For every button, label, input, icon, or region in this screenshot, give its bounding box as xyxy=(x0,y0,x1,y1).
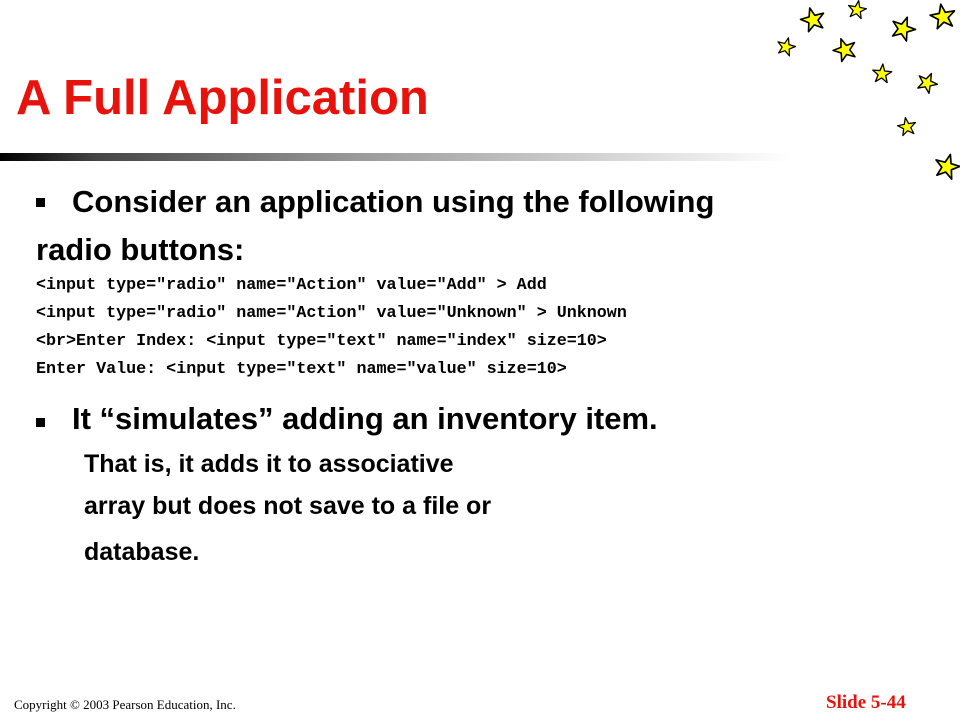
slide-title: A Full Application xyxy=(16,71,429,125)
star-icon xyxy=(914,69,940,95)
star-icon xyxy=(872,63,893,83)
star-icon xyxy=(896,116,917,136)
star-icon xyxy=(775,35,797,56)
slide-number: Slide 5-44 xyxy=(826,692,906,713)
bullet-2-text: It “simulates” adding an inventory item. xyxy=(72,401,658,436)
star-icon xyxy=(830,35,859,63)
title-underline xyxy=(0,153,790,161)
sub-line-1: That is, it adds it to associative xyxy=(84,450,454,478)
sub-line-3: database. xyxy=(84,538,200,566)
code-line-2: <input type="radio" name="Action" value="Unknown" > Unknown xyxy=(36,304,627,323)
star-icon xyxy=(929,2,957,29)
code-line-4: Enter Value: <input type="text" name="value" size=10> xyxy=(36,360,567,379)
bullet-square-2 xyxy=(36,418,45,427)
bullet-1-line-1: Consider an application using the following xyxy=(72,184,715,219)
star-icon xyxy=(847,0,868,19)
star-icon xyxy=(888,13,918,42)
bullet-square-1 xyxy=(36,198,45,207)
star-icon xyxy=(798,5,827,33)
stars-decoration xyxy=(760,0,960,190)
code-line-1: <input type="radio" name="Action" value="Add" > Add xyxy=(36,276,547,295)
copyright-notice: Copyright © 2003 Pearson Education, Inc. xyxy=(14,697,236,712)
star-icon xyxy=(932,151,960,180)
code-line-3: <br>Enter Index: <input type="text" name="index" size=10> xyxy=(36,332,607,351)
sub-line-2: array but does not save to a file or xyxy=(84,492,492,520)
bullet-1-line-2: radio buttons: xyxy=(36,232,245,267)
